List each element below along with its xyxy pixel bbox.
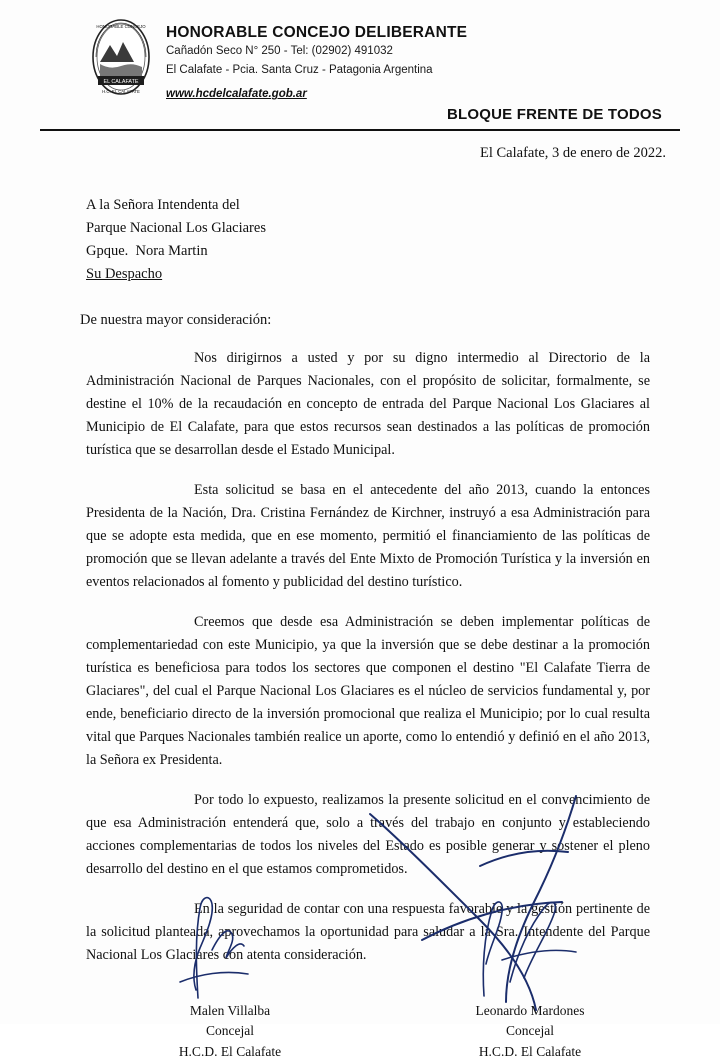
date-line: El Calafate, 3 de enero de 2022. <box>479 145 666 162</box>
svg-text:HONORABLE CONCEJO: HONORABLE CONCEJO <box>96 24 146 29</box>
signatory-body: H.C.D. El Calafate <box>178 1043 282 1059</box>
signatory-body: H.C.D. El Calafate <box>478 1043 582 1059</box>
signatory-name: Malen Villalba <box>189 1003 271 1019</box>
letterhead <box>40 18 680 100</box>
body-paragraph: Creemos que desde esa Administración se deben implementar políticas de complementariedad con este Municipio, ya que la inversión que se debe destinar a la promoción turística es beneficiosa para todos los sectores que componen el destino "El Calafate Tierra de Glaciares", del cual el Parque Nacional Los Glaciares es el núcleo de servicios fundamental y, por ende, beneficiario directo de la inversión promocional que realiza el Municipio; por lo cual resulta vital que Parques Nacionales también realice un aporte, como lo entendió y definió en el año 2013, la Señora ex Presidenta. <box>86 614 650 769</box>
letterhead-text <box>166 18 467 100</box>
addressee-line-4: Su Despacho <box>86 266 163 283</box>
body-paragraph: Esta solicitud se basa en el antecedente del año 2013, cuando la entonces Presidenta de la Nación, Dra. Cristina Fernández de Kirchner, instruyó a esa Administración para que se adopte esta medida, que en ese momento, permitió el financiamiento de las políticas de promoción que se llevan adelante a través del Ente Mixto de Promoción Turística y la inversión en eventos relacionados al fomento y publicidad del destino turístico. <box>86 482 650 591</box>
signatory-name: Leonardo Mardones <box>475 1003 585 1019</box>
signature-block-left <box>140 1001 320 1062</box>
body-paragraph: Nos dirigirnos a usted y por su digno intermedio al Directorio de la Administración Nacional de Parques Nacionales, con el propósito de solicitar, formalmente, se destine el 10% de la recaudación en concepto de entrada del Parque Nacional Los Glaciares al Municipio de El Calafate, para que estos recursos sean destinados a las políticas de promoción turística que se desarrollan desde el Estado Municipal. <box>86 350 650 459</box>
organization-name: HONORABLE CONCEJO DELIBERANTE <box>166 24 468 41</box>
addressee-line-1: A la Señora Intendenta del <box>86 197 240 214</box>
salutation: De nuestra mayor consideración: <box>80 312 272 329</box>
organization-location: El Calafate - Pcia. Santa Cruz - Patagonia Argentina <box>166 63 433 76</box>
organization-website[interactable]: www.hcdelcalafate.gob.ar <box>166 88 307 101</box>
bloc-title: BLOQUE FRENTE DE TODOS <box>447 106 662 124</box>
svg-text:H.C. EL CALAFATE: H.C. EL CALAFATE <box>102 89 140 94</box>
letter-body <box>40 347 680 967</box>
signatory-role: Concejal <box>506 1023 554 1039</box>
addressee-line-3: Gpque. Nora Martin <box>86 243 208 260</box>
body-paragraph: Por todo lo expuesto, realizamos la presente solicitud en el convencimiento de que esa Administración entenderá que, solo a través del trabajo en conjunto y estableciendo acciones complementarias de todos los niveles del Estado es posible generar y sostener el pleno desarrollo del destino en el que estamos comprometidos. <box>86 792 650 878</box>
svg-text:EL CALAFATE: EL CALAFATE <box>103 79 139 85</box>
header-divider <box>40 129 680 131</box>
signatory-role: Concejal <box>206 1023 254 1039</box>
signature-area <box>40 1001 680 1062</box>
addressee-block <box>40 194 680 286</box>
body-paragraph: En la seguridad de contar con una respuesta favorable y la gestión pertinente de la solicitud planteada, aprovechamos la oportunidad para saludar a la Sra. Intendente del Parque Nacional Los Glaciares con atenta consideración. <box>86 901 650 964</box>
coat-of-arms-icon <box>90 18 152 96</box>
addressee-line-2: Parque Nacional Los Glaciares <box>86 220 266 237</box>
organization-address: Cañadón Seco N° 250 - Tel: (02902) 491032 <box>166 45 393 58</box>
signature-block-right <box>440 1001 620 1062</box>
